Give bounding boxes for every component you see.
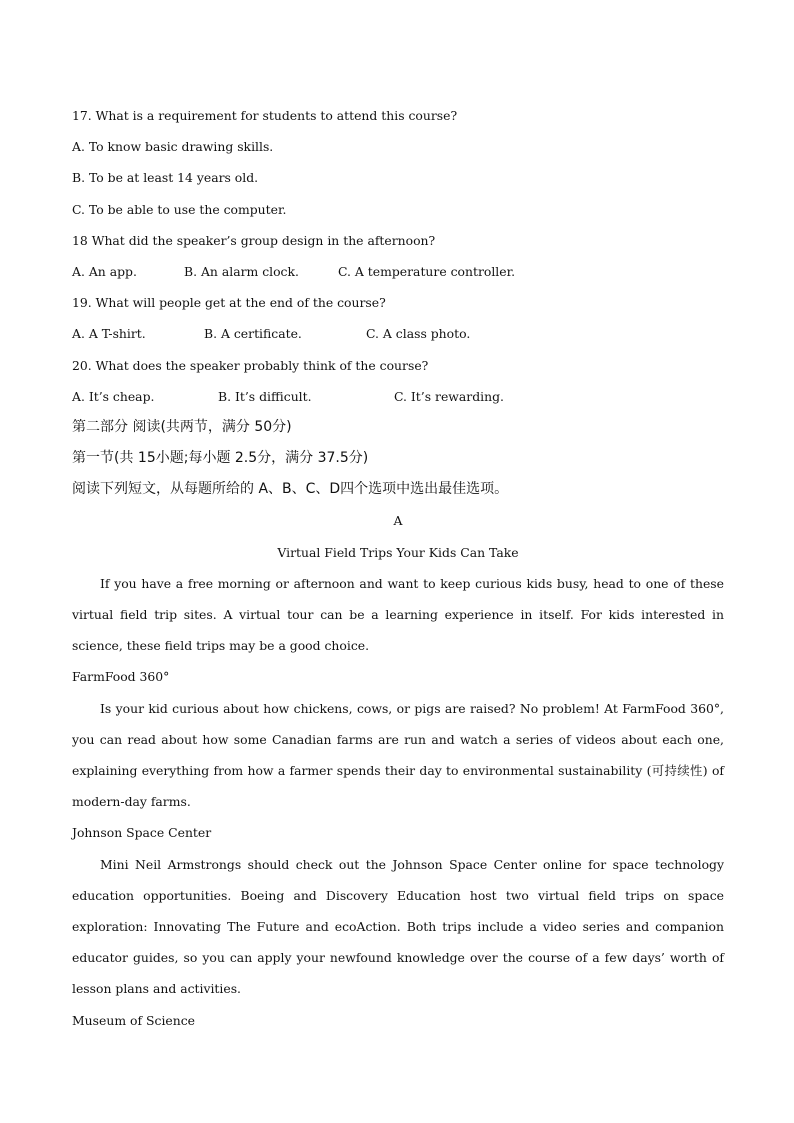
passage-title: Virtual Field Trips Your Kids Can Take (277, 544, 519, 560)
question-20-stem: 20. What does the speaker probably think of the course? (72, 357, 429, 373)
question-19-options (72, 318, 724, 349)
question-19-option-b: B. A certificate. (204, 326, 302, 342)
question-17-option-c: C. To be able to use the computer. (72, 201, 287, 217)
question-18-options (72, 256, 724, 287)
part-heading: 第二部分 阅读(共两节，满分 50分) (72, 418, 292, 435)
question-18-option-c: C. A temperature controller. (338, 263, 516, 279)
question-17-option-b: B. To be at least 14 years old. (72, 170, 259, 186)
johnson-space-center-heading: Johnson Space Center (72, 825, 212, 841)
question-20-option-a: A. It’s cheap. (72, 388, 155, 404)
question-19-option-a: A. A T-shirt. (72, 326, 146, 342)
farmfood-body: Is your kid curious about how chickens, cows, or pigs are raised? No problem! At FarmFood 360°, you can read about how some Canadian farms are run and watch a series of videos about each one, explaining everything from how a farmer spends their day to environmental sustainability (可持续性) of modern-day farms. (72, 700, 724, 810)
question-20-option-c: C. It’s rewarding. (394, 388, 504, 404)
question-17-option-a: A. To know basic drawing skills. (72, 139, 274, 155)
question-17-stem: 17. What is a requirement for students to attend this course? (72, 108, 458, 123)
question-18-stem: 18 What did the speaker’s group design in the afternoon? (72, 232, 436, 248)
question-19-stem: 19. What will people get at the end of the course? (72, 295, 386, 311)
passage-intro: If you have a free morning or afternoon and want to keep curious kids busy, head to one of these virtual field trip sites. A virtual tour can be a learning experience in itself. For kids interested in science, these field trips may be a good choice. (72, 575, 724, 654)
subsection-heading: 第一节(共 15小题;每小题 2.5分，满分 37.5分) (72, 450, 369, 467)
reading-instruction: 阅读下列短文，从每题所给的 A、B、C、D四个选项中选出最佳选项。 (72, 481, 509, 498)
page-content (72, 100, 724, 1036)
museum-of-science-heading: Museum of Science (72, 1012, 195, 1028)
question-19-option-c: C. A class photo. (366, 326, 471, 342)
question-20-option-b: B. It’s difficult. (218, 388, 312, 404)
question-20-options (72, 381, 724, 412)
passage-letter: A (393, 513, 403, 529)
question-18-option-b: B. An alarm clock. (184, 263, 299, 279)
johnson-space-center-body: Mini Neil Armstrongs should check out the Johnson Space Center online for space technology education opportunities. Boeing and Discovery Education host two virtual field trips on space exploration: Innovating The Future and ecoAction. Both trips include a video series and companion educator guides, so you can apply your newfound knowledge over the course of a few days’ worth of lesson plans and activities. (72, 856, 724, 997)
question-18-option-a: A. An app. (72, 263, 137, 279)
farmfood-heading: FarmFood 360° (72, 669, 170, 685)
